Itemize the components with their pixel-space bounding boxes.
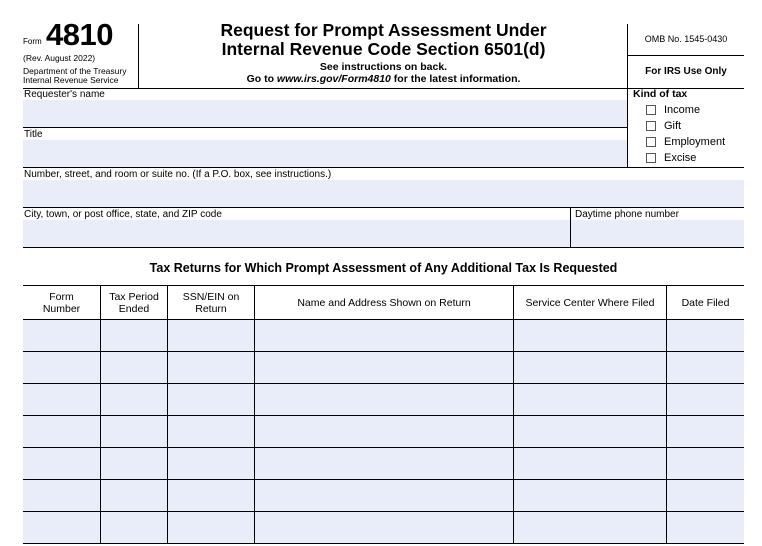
column-header-line: Ended: [118, 302, 150, 315]
form-number-cell[interactable]: [23, 384, 100, 415]
date-filed-cell[interactable]: [667, 320, 744, 351]
tax-period-cell[interactable]: [101, 320, 167, 351]
form-number-cell[interactable]: [23, 480, 100, 511]
form-number-cell[interactable]: [23, 512, 100, 543]
goto-suffix: for the latest information.: [390, 73, 521, 85]
column-header-ssn-ein: [168, 286, 254, 319]
service-center-cell[interactable]: [514, 320, 666, 351]
name-address-cell[interactable]: [255, 480, 513, 511]
form-number-cell[interactable]: [23, 320, 100, 351]
form-revision: (Rev. August 2022): [23, 53, 96, 63]
service-center-cell[interactable]: [514, 512, 666, 543]
omb-divider: [628, 55, 744, 56]
title-input[interactable]: [23, 140, 627, 167]
ssn-ein-cell[interactable]: [168, 416, 254, 447]
excise-label: Excise: [664, 152, 697, 164]
employment-checkbox[interactable]: [646, 137, 656, 147]
gift-label: Gift: [664, 120, 682, 132]
form-number: 4810: [46, 17, 113, 52]
rule-after-address: [23, 207, 744, 208]
tax-period-cell[interactable]: [101, 384, 167, 415]
ssn-ein-cell[interactable]: [168, 320, 254, 351]
income-label: Income: [664, 104, 701, 116]
name-address-cell[interactable]: [255, 512, 513, 543]
date-filed-cell[interactable]: [667, 416, 744, 447]
table-title: Tax Returns for Which Prompt Assessment of Any Additional Tax Is Requested: [149, 261, 618, 275]
column-header-service-center: Service Center Where Filed: [525, 296, 655, 309]
column-header-date-filed: Date Filed: [681, 296, 730, 309]
service-center-cell[interactable]: [514, 416, 666, 447]
address-label: Number, street, and room or suite no. (If a P.O. box, see instructions.): [24, 169, 332, 180]
city-label: City, town, or post office, state, and ZIP code: [24, 209, 222, 220]
form-title-line-1: Request for Prompt Assessment Under: [220, 20, 547, 40]
column-header-line: Number: [42, 302, 81, 315]
header-divider-left: [138, 24, 139, 88]
form-number-cell[interactable]: [23, 416, 100, 447]
column-header-name-address: Name and Address Shown on Return: [297, 296, 471, 309]
row-divider: [23, 543, 744, 544]
excise-checkbox[interactable]: [646, 153, 656, 163]
ssn-ein-cell[interactable]: [168, 448, 254, 479]
column-header-line: Form: [49, 290, 74, 303]
form-title-line-2: Internal Revenue Code Section 6501(d): [221, 39, 546, 59]
tax-period-cell[interactable]: [101, 448, 167, 479]
ssn-ein-cell[interactable]: [168, 512, 254, 543]
date-filed-cell[interactable]: [667, 480, 744, 511]
column-header-line: Tax Period: [109, 290, 159, 303]
form-number-cell[interactable]: [23, 352, 100, 383]
kind-of-tax-divider: [627, 88, 628, 168]
form-number-cell[interactable]: [23, 448, 100, 479]
title-label: Title: [24, 129, 43, 140]
column-header-line: SSN/EIN on: [182, 290, 240, 303]
column-header-form-number: [23, 286, 100, 319]
phone-label: Daytime phone number: [575, 209, 679, 220]
rule-after-city: [23, 247, 744, 248]
name-address-cell[interactable]: [255, 416, 513, 447]
service-center-cell[interactable]: [514, 448, 666, 479]
irs-url-link[interactable]: www.irs.gov/Form4810: [276, 73, 391, 85]
ssn-ein-cell[interactable]: [168, 352, 254, 383]
omb-number: OMB No. 1545-0430: [644, 34, 728, 44]
name-address-cell[interactable]: [255, 384, 513, 415]
name-address-cell[interactable]: [255, 448, 513, 479]
kind-of-tax-label: Kind of tax: [633, 88, 688, 100]
tax-period-cell[interactable]: [101, 512, 167, 543]
service-center-cell[interactable]: [514, 352, 666, 383]
date-filed-cell[interactable]: [667, 384, 744, 415]
gift-checkbox[interactable]: [646, 121, 656, 131]
tax-period-cell[interactable]: [101, 352, 167, 383]
service-center-cell[interactable]: [514, 384, 666, 415]
dept-line-2: Internal Revenue Service: [23, 75, 119, 85]
column-header-tax-period: [101, 286, 167, 319]
date-filed-cell[interactable]: [667, 512, 744, 543]
column-header-line: Return: [195, 302, 227, 315]
city-input[interactable]: [23, 220, 570, 247]
ssn-ein-cell[interactable]: [168, 384, 254, 415]
instructions-note: See instructions on back.: [319, 61, 448, 73]
rule-after-title: [23, 167, 744, 168]
tax-period-cell[interactable]: [101, 480, 167, 511]
name-address-cell[interactable]: [255, 352, 513, 383]
requester-name-label: Requester's name: [24, 89, 105, 100]
ssn-ein-cell[interactable]: [168, 480, 254, 511]
name-address-cell[interactable]: [255, 320, 513, 351]
goto-line: [140, 73, 627, 85]
dept-line-1: Department of the Treasury: [23, 66, 127, 76]
irs-use-only: For IRS Use Only: [645, 66, 727, 77]
date-filed-cell[interactable]: [667, 448, 744, 479]
date-filed-cell[interactable]: [667, 352, 744, 383]
phone-input[interactable]: [571, 220, 744, 247]
form-prefix: Form: [23, 37, 42, 46]
address-input[interactable]: [23, 180, 744, 207]
employment-label: Employment: [664, 136, 726, 148]
service-center-cell[interactable]: [514, 480, 666, 511]
goto-prefix: Go to: [246, 73, 277, 85]
rule-after-name: [23, 127, 627, 128]
income-checkbox[interactable]: [646, 105, 656, 115]
tax-period-cell[interactable]: [101, 416, 167, 447]
requester-name-input[interactable]: [23, 100, 627, 127]
